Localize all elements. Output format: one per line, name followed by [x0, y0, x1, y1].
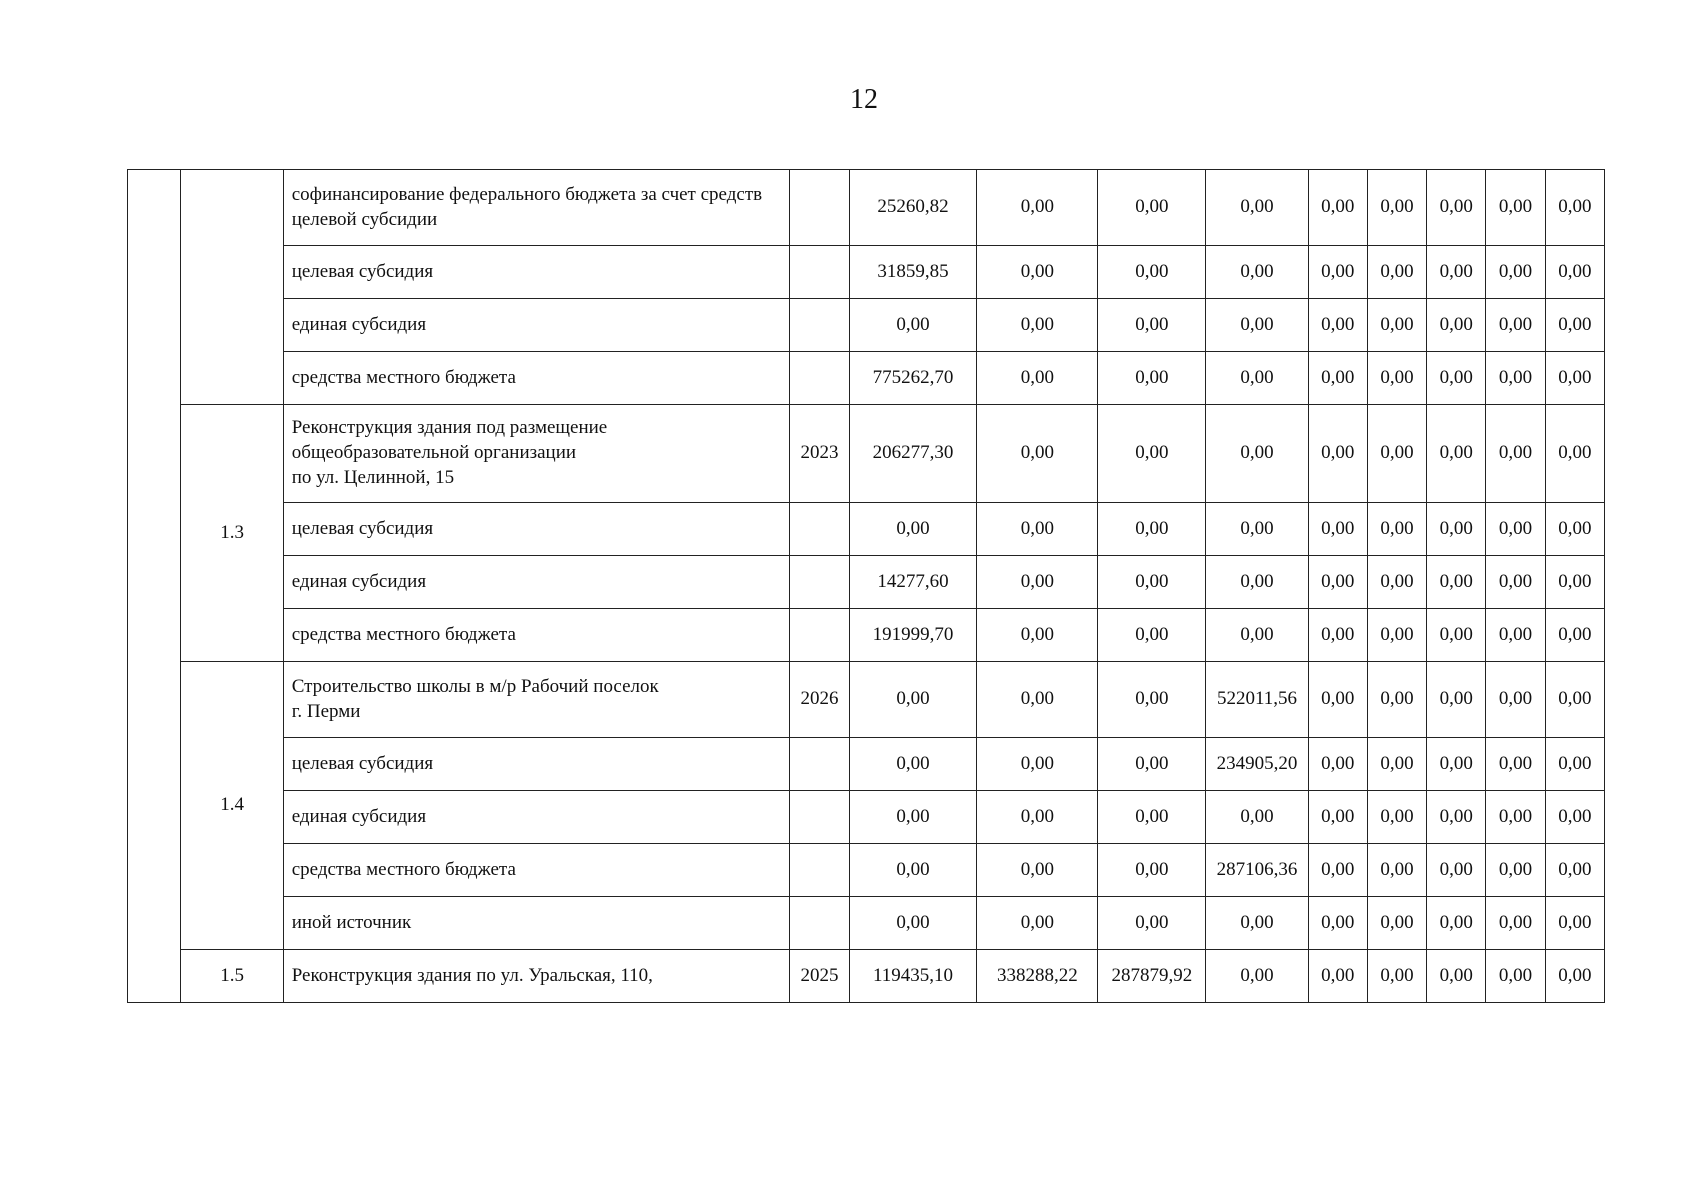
value-cell: 0,00 — [977, 352, 1098, 405]
value-cell: 0,00 — [1486, 405, 1545, 503]
item-name-cell: единая субсидия — [283, 791, 790, 844]
value-cell: 0,00 — [1367, 170, 1426, 246]
value-cell: 0,00 — [1206, 299, 1308, 352]
value-cell: 0,00 — [1367, 662, 1426, 738]
budget-table — [127, 169, 1605, 1003]
value-cell: 0,00 — [1545, 246, 1604, 299]
value-cell: 0,00 — [1545, 503, 1604, 556]
value-cell: 0,00 — [1098, 897, 1206, 950]
value-cell: 119435,10 — [849, 950, 977, 1003]
value-cell: 0,00 — [1206, 246, 1308, 299]
value-cell: 0,00 — [1545, 662, 1604, 738]
table-row — [128, 556, 1605, 609]
year-cell — [790, 897, 849, 950]
table-row — [128, 609, 1605, 662]
year-cell — [790, 791, 849, 844]
item-name-cell: единая субсидия — [283, 556, 790, 609]
year-cell — [790, 503, 849, 556]
value-cell: 0,00 — [1427, 170, 1486, 246]
value-cell: 0,00 — [1486, 844, 1545, 897]
value-cell: 0,00 — [1098, 791, 1206, 844]
value-cell: 0,00 — [1427, 246, 1486, 299]
value-cell: 0,00 — [1427, 844, 1486, 897]
item-name-cell: Реконструкция здания по ул. Уральская, 110, — [283, 950, 790, 1003]
value-cell: 0,00 — [1308, 170, 1367, 246]
value-cell: 0,00 — [1308, 556, 1367, 609]
year-cell — [790, 352, 849, 405]
value-cell: 0,00 — [1427, 662, 1486, 738]
value-cell: 0,00 — [1486, 170, 1545, 246]
value-cell: 0,00 — [1427, 897, 1486, 950]
value-cell: 338288,22 — [977, 950, 1098, 1003]
value-cell: 0,00 — [1427, 299, 1486, 352]
value-cell: 0,00 — [1486, 609, 1545, 662]
value-cell: 0,00 — [1427, 609, 1486, 662]
value-cell: 0,00 — [1206, 950, 1308, 1003]
value-cell: 0,00 — [1206, 897, 1308, 950]
value-cell: 0,00 — [1367, 503, 1426, 556]
table-row — [128, 662, 1605, 738]
value-cell: 0,00 — [1308, 503, 1367, 556]
value-cell: 0,00 — [1427, 556, 1486, 609]
value-cell: 0,00 — [1545, 897, 1604, 950]
value-cell: 0,00 — [1367, 405, 1426, 503]
table-row — [128, 950, 1605, 1003]
value-cell: 0,00 — [1545, 791, 1604, 844]
value-cell: 0,00 — [1486, 246, 1545, 299]
value-cell: 0,00 — [1545, 352, 1604, 405]
value-cell: 0,00 — [849, 897, 977, 950]
year-cell — [790, 170, 849, 246]
value-cell: 0,00 — [1206, 791, 1308, 844]
value-cell: 0,00 — [1427, 503, 1486, 556]
item-name-cell: целевая субсидия — [283, 246, 790, 299]
value-cell: 0,00 — [1367, 950, 1426, 1003]
year-cell — [790, 556, 849, 609]
value-cell: 0,00 — [1098, 738, 1206, 791]
value-cell: 0,00 — [1427, 405, 1486, 503]
item-name-cell: единая субсидия — [283, 299, 790, 352]
value-cell: 0,00 — [1098, 844, 1206, 897]
value-cell: 0,00 — [977, 299, 1098, 352]
value-cell: 0,00 — [1308, 352, 1367, 405]
value-cell: 0,00 — [977, 405, 1098, 503]
value-cell: 0,00 — [1367, 791, 1426, 844]
value-cell: 522011,56 — [1206, 662, 1308, 738]
value-cell: 0,00 — [1545, 609, 1604, 662]
value-cell: 0,00 — [1545, 950, 1604, 1003]
value-cell: 0,00 — [977, 246, 1098, 299]
item-name-cell: иной источник — [283, 897, 790, 950]
value-cell: 0,00 — [1098, 170, 1206, 246]
value-cell: 0,00 — [849, 791, 977, 844]
value-cell: 0,00 — [1486, 352, 1545, 405]
value-cell: 0,00 — [1427, 738, 1486, 791]
value-cell: 0,00 — [1545, 556, 1604, 609]
table-row — [128, 170, 1605, 246]
value-cell: 0,00 — [1098, 299, 1206, 352]
table-row — [128, 844, 1605, 897]
value-cell: 206277,30 — [849, 405, 977, 503]
value-cell: 0,00 — [1545, 844, 1604, 897]
value-cell: 0,00 — [1367, 897, 1426, 950]
item-number-cell: 1.5 — [181, 950, 283, 1003]
value-cell: 0,00 — [1545, 405, 1604, 503]
value-cell: 0,00 — [1545, 299, 1604, 352]
value-cell: 0,00 — [1098, 405, 1206, 503]
value-cell: 0,00 — [1098, 609, 1206, 662]
value-cell: 0,00 — [1367, 609, 1426, 662]
value-cell: 0,00 — [977, 897, 1098, 950]
value-cell: 0,00 — [1367, 844, 1426, 897]
value-cell: 0,00 — [1206, 405, 1308, 503]
table-row — [128, 897, 1605, 950]
year-cell — [790, 609, 849, 662]
value-cell: 0,00 — [1367, 556, 1426, 609]
item-name-cell: целевая субсидия — [283, 503, 790, 556]
value-cell: 0,00 — [1486, 662, 1545, 738]
value-cell: 0,00 — [1486, 299, 1545, 352]
value-cell: 0,00 — [1367, 352, 1426, 405]
value-cell: 0,00 — [1308, 897, 1367, 950]
blank-column-cell — [128, 170, 181, 1003]
year-cell — [790, 844, 849, 897]
value-cell: 0,00 — [849, 844, 977, 897]
item-name-cell: софинансирование федерального бюджета за счет средств целевой субсидии — [283, 170, 790, 246]
value-cell: 0,00 — [1486, 738, 1545, 791]
value-cell: 0,00 — [1308, 791, 1367, 844]
value-cell: 0,00 — [1308, 844, 1367, 897]
value-cell: 0,00 — [1367, 738, 1426, 791]
value-cell: 287879,92 — [1098, 950, 1206, 1003]
value-cell: 191999,70 — [849, 609, 977, 662]
item-name-cell: средства местного бюджета — [283, 352, 790, 405]
value-cell: 0,00 — [1206, 609, 1308, 662]
value-cell: 0,00 — [1098, 352, 1206, 405]
table-row — [128, 299, 1605, 352]
year-cell: 2023 — [790, 405, 849, 503]
value-cell: 0,00 — [849, 299, 977, 352]
item-name-cell: Строительство школы в м/р Рабочий поселок г. Перми — [283, 662, 790, 738]
value-cell: 0,00 — [977, 791, 1098, 844]
table-row — [128, 246, 1605, 299]
item-number-cell: 1.4 — [181, 662, 283, 950]
year-cell — [790, 246, 849, 299]
value-cell: 775262,70 — [849, 352, 977, 405]
value-cell: 0,00 — [977, 609, 1098, 662]
item-number-cell — [181, 170, 283, 405]
value-cell: 0,00 — [1206, 503, 1308, 556]
table-row — [128, 503, 1605, 556]
value-cell: 0,00 — [1367, 246, 1426, 299]
page-number: 12 — [850, 84, 878, 115]
value-cell: 0,00 — [977, 170, 1098, 246]
value-cell: 0,00 — [849, 503, 977, 556]
table-row — [128, 738, 1605, 791]
item-name-cell: средства местного бюджета — [283, 609, 790, 662]
value-cell: 0,00 — [1098, 662, 1206, 738]
value-cell: 0,00 — [1308, 299, 1367, 352]
value-cell: 0,00 — [1308, 246, 1367, 299]
value-cell: 0,00 — [1206, 352, 1308, 405]
year-cell — [790, 299, 849, 352]
year-cell: 2025 — [790, 950, 849, 1003]
value-cell: 0,00 — [1308, 738, 1367, 791]
value-cell: 0,00 — [1206, 170, 1308, 246]
value-cell: 0,00 — [849, 662, 977, 738]
item-name-cell: Реконструкция здания под размещение общеобразовательной организации по ул. Целинной, 15 — [283, 405, 790, 503]
item-name-cell: средства местного бюджета — [283, 844, 790, 897]
value-cell: 0,00 — [1427, 791, 1486, 844]
value-cell: 0,00 — [977, 738, 1098, 791]
value-cell: 25260,82 — [849, 170, 977, 246]
value-cell: 0,00 — [1367, 299, 1426, 352]
value-cell: 234905,20 — [1206, 738, 1308, 791]
year-cell — [790, 738, 849, 791]
value-cell: 14277,60 — [849, 556, 977, 609]
value-cell: 0,00 — [977, 503, 1098, 556]
item-number-cell: 1.3 — [181, 405, 283, 662]
value-cell: 0,00 — [977, 662, 1098, 738]
value-cell: 0,00 — [1427, 352, 1486, 405]
value-cell: 0,00 — [1308, 662, 1367, 738]
value-cell: 0,00 — [977, 556, 1098, 609]
value-cell: 0,00 — [1098, 246, 1206, 299]
table-row — [128, 405, 1605, 503]
item-name-cell: целевая субсидия — [283, 738, 790, 791]
value-cell: 0,00 — [977, 844, 1098, 897]
value-cell: 0,00 — [1486, 950, 1545, 1003]
value-cell: 0,00 — [849, 738, 977, 791]
value-cell: 0,00 — [1308, 405, 1367, 503]
value-cell: 0,00 — [1545, 738, 1604, 791]
table-row — [128, 352, 1605, 405]
value-cell: 0,00 — [1427, 950, 1486, 1003]
value-cell: 0,00 — [1545, 170, 1604, 246]
value-cell: 0,00 — [1486, 556, 1545, 609]
value-cell: 0,00 — [1098, 503, 1206, 556]
value-cell: 31859,85 — [849, 246, 977, 299]
value-cell: 0,00 — [1308, 950, 1367, 1003]
value-cell: 0,00 — [1206, 556, 1308, 609]
value-cell: 0,00 — [1486, 897, 1545, 950]
value-cell: 0,00 — [1308, 609, 1367, 662]
year-cell: 2026 — [790, 662, 849, 738]
value-cell: 0,00 — [1486, 503, 1545, 556]
value-cell: 287106,36 — [1206, 844, 1308, 897]
table-row — [128, 791, 1605, 844]
value-cell: 0,00 — [1098, 556, 1206, 609]
value-cell: 0,00 — [1486, 791, 1545, 844]
